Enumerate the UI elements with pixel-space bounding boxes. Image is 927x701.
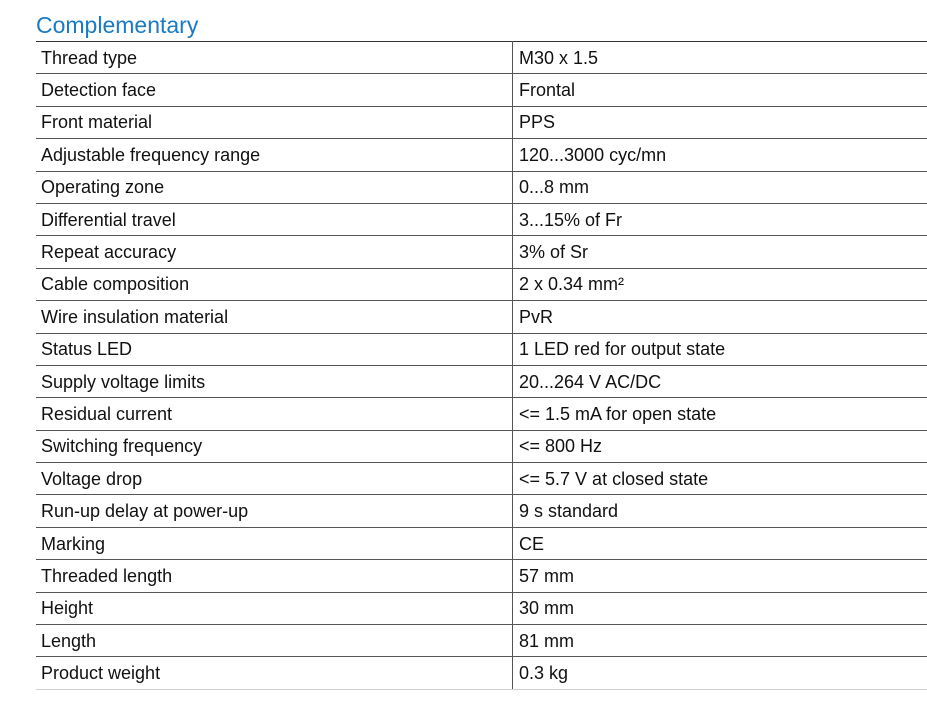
spec-value: 1 LED red for output state (513, 333, 927, 365)
spec-value: 9 s standard (513, 495, 927, 527)
spec-value: 0...8 mm (513, 171, 927, 203)
spec-label: Voltage drop (36, 463, 513, 495)
spec-label: Differential travel (36, 203, 513, 235)
spec-value: PvR (513, 301, 927, 333)
table-row (36, 42, 927, 74)
table-row (36, 333, 927, 365)
table-row (36, 657, 927, 689)
spec-value: 120...3000 cyc/mn (513, 139, 927, 171)
table-row (36, 625, 927, 657)
spec-label: Operating zone (36, 171, 513, 203)
table-row (36, 139, 927, 171)
table-row (36, 592, 927, 624)
spec-value: 57 mm (513, 560, 927, 592)
spec-value: M30 x 1.5 (513, 42, 927, 74)
spec-value: CE (513, 527, 927, 559)
spec-label: Thread type (36, 42, 513, 74)
spec-table-body (36, 42, 927, 690)
spec-value: 81 mm (513, 625, 927, 657)
spec-label: Residual current (36, 398, 513, 430)
table-row (36, 236, 927, 268)
spec-value: 20...264 V AC/DC (513, 365, 927, 397)
spec-label: Detection face (36, 74, 513, 106)
spec-label: Front material (36, 106, 513, 138)
spec-value: 30 mm (513, 592, 927, 624)
spec-label: Marking (36, 527, 513, 559)
spec-label: Repeat accuracy (36, 236, 513, 268)
spec-value: 0.3 kg (513, 657, 927, 689)
table-row (36, 398, 927, 430)
table-row (36, 106, 927, 138)
spec-value: 3...15% of Fr (513, 203, 927, 235)
table-row (36, 495, 927, 527)
table-row (36, 463, 927, 495)
spec-value: Frontal (513, 74, 927, 106)
table-row (36, 268, 927, 300)
spec-value: <= 800 Hz (513, 430, 927, 462)
table-row (36, 301, 927, 333)
spec-value: <= 1.5 mA for open state (513, 398, 927, 430)
section-title: Complementary (36, 12, 199, 38)
spec-label: Height (36, 592, 513, 624)
table-row (36, 430, 927, 462)
table-row (36, 203, 927, 235)
spec-label: Wire insulation material (36, 301, 513, 333)
table-row (36, 74, 927, 106)
spec-value: <= 5.7 V at closed state (513, 463, 927, 495)
spec-label: Supply voltage limits (36, 365, 513, 397)
spec-value: 2 x 0.34 mm² (513, 268, 927, 300)
spec-label: Adjustable frequency range (36, 139, 513, 171)
spec-label: Switching frequency (36, 430, 513, 462)
spec-value: PPS (513, 106, 927, 138)
spec-label: Cable composition (36, 268, 513, 300)
table-row (36, 527, 927, 559)
spec-table (36, 41, 927, 690)
spec-label: Status LED (36, 333, 513, 365)
spec-value: 3% of Sr (513, 236, 927, 268)
table-row (36, 560, 927, 592)
table-row (36, 365, 927, 397)
spec-label: Length (36, 625, 513, 657)
spec-label: Product weight (36, 657, 513, 689)
spec-label: Threaded length (36, 560, 513, 592)
spec-label: Run-up delay at power-up (36, 495, 513, 527)
table-row (36, 171, 927, 203)
